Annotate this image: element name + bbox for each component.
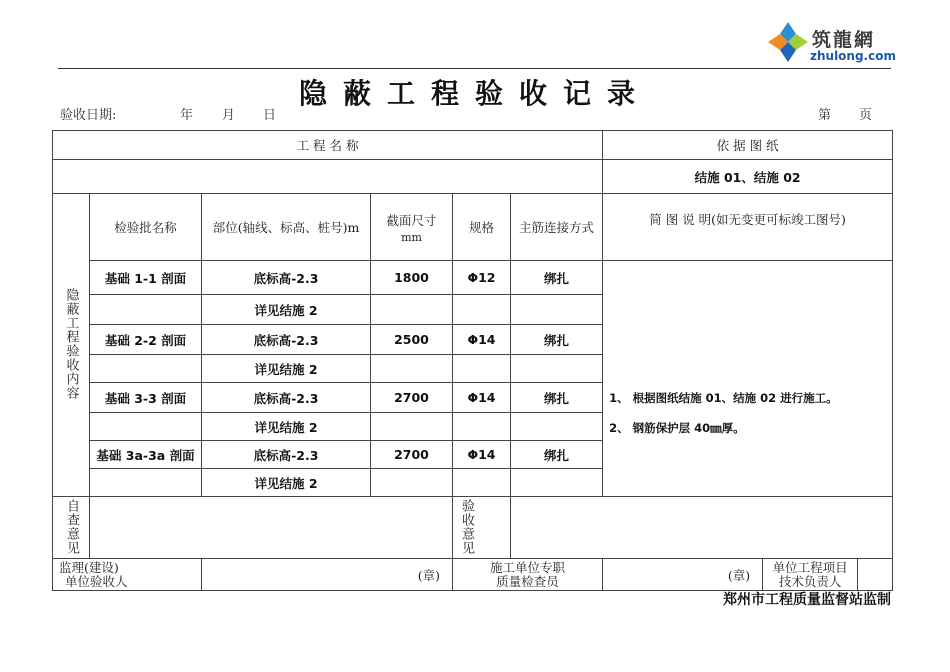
date-year: 年 — [180, 108, 194, 123]
connection: 绑扎 — [511, 325, 603, 355]
page-ye: 页 — [859, 108, 873, 123]
spec: Φ14 — [453, 441, 511, 469]
reference: 详见结施 2 — [202, 355, 371, 383]
location: 底标高-2.3 — [202, 325, 371, 355]
contractor-label: 施工单位专职 质量检查员 — [453, 559, 603, 591]
col-sketch-note: 简 图 说 明(如无变更可标竣工图号) — [603, 194, 893, 261]
reference: 详见结施 2 — [202, 295, 371, 325]
batch-name: 基础 2-2 剖面 — [90, 325, 202, 355]
acceptance-field[interactable] — [511, 497, 893, 559]
section-size: 1800 — [371, 261, 453, 295]
drawings-value: 结施 01、结施 02 — [603, 160, 893, 194]
connection: 绑扎 — [511, 261, 603, 295]
table-row — [53, 261, 893, 295]
section-size: 2700 — [371, 383, 453, 413]
tech-lead-label: 单位工程项目 技术负责人 — [763, 559, 858, 591]
signature-row — [53, 559, 893, 591]
batch-name: 基础 3a-3a 剖面 — [90, 441, 202, 469]
contractor-seal[interactable]: (章) — [603, 559, 763, 591]
section-label: 隐蔽工程验收内容 — [53, 194, 90, 497]
col-section-size: 截面尺寸 mm — [371, 194, 453, 261]
header-rule — [58, 68, 891, 69]
page-title: 隐蔽工程验收记录 — [298, 77, 651, 110]
sketch-notes — [603, 261, 893, 497]
spec: Φ14 — [453, 325, 511, 355]
opinion-row — [53, 497, 893, 559]
self-check-field[interactable] — [90, 497, 453, 559]
logo-diamond-icon — [766, 20, 810, 64]
logo-text-en: zhulong.com — [810, 49, 896, 63]
spec: Φ14 — [453, 383, 511, 413]
reference: 详见结施 2 — [202, 469, 371, 497]
note-item: 1、 根据图纸结施 01、结施 02 进行施工。 — [609, 391, 838, 405]
batch-name: 基础 1-1 剖面 — [90, 261, 202, 295]
connection: 绑扎 — [511, 383, 603, 413]
date-month: 月 — [222, 108, 236, 123]
col-location: 部位(轴线、标高、桩号)m — [202, 194, 371, 261]
acceptance-label: 验收意见 — [453, 497, 511, 559]
tech-lead-field[interactable] — [858, 559, 893, 591]
project-name-value[interactable] — [53, 160, 603, 194]
batch-name: 基础 3-3 剖面 — [90, 383, 202, 413]
note-item: 2、 钢筋保护层 40㎜厚。 — [609, 421, 745, 435]
header-value-row — [53, 160, 893, 194]
col-batch-name: 检验批名称 — [90, 194, 202, 261]
supervisor-label: 监理(建设) 单位验收人 — [53, 559, 202, 591]
location: 底标高-2.3 — [202, 441, 371, 469]
location: 底标高-2.3 — [202, 383, 371, 413]
record-table — [52, 130, 893, 591]
self-check-label: 自查意见 — [53, 497, 90, 559]
supervisor-seal[interactable]: (章) — [202, 559, 453, 591]
section-size: 2700 — [371, 441, 453, 469]
footer-issuer: 郑州市工程质量监督站监制 — [723, 592, 891, 608]
location: 底标高-2.3 — [202, 261, 371, 295]
col-connection: 主筋连接方式 — [511, 194, 603, 261]
logo-text-cn: 筑龍網 — [812, 29, 876, 51]
column-header-row — [53, 194, 893, 261]
date-day: 日 — [263, 108, 277, 123]
section-size: 2500 — [371, 325, 453, 355]
spec: Φ12 — [453, 261, 511, 295]
connection: 绑扎 — [511, 441, 603, 469]
date-label: 验收日期: — [60, 108, 117, 123]
page-di: 第 — [818, 108, 832, 123]
project-name-header: 工 程 名 称 — [53, 131, 603, 160]
col-spec: 规格 — [453, 194, 511, 261]
header-row — [53, 131, 893, 160]
drawings-header: 依 据 图 纸 — [603, 131, 893, 160]
zhulong-logo — [766, 20, 896, 66]
reference: 详见结施 2 — [202, 413, 371, 441]
